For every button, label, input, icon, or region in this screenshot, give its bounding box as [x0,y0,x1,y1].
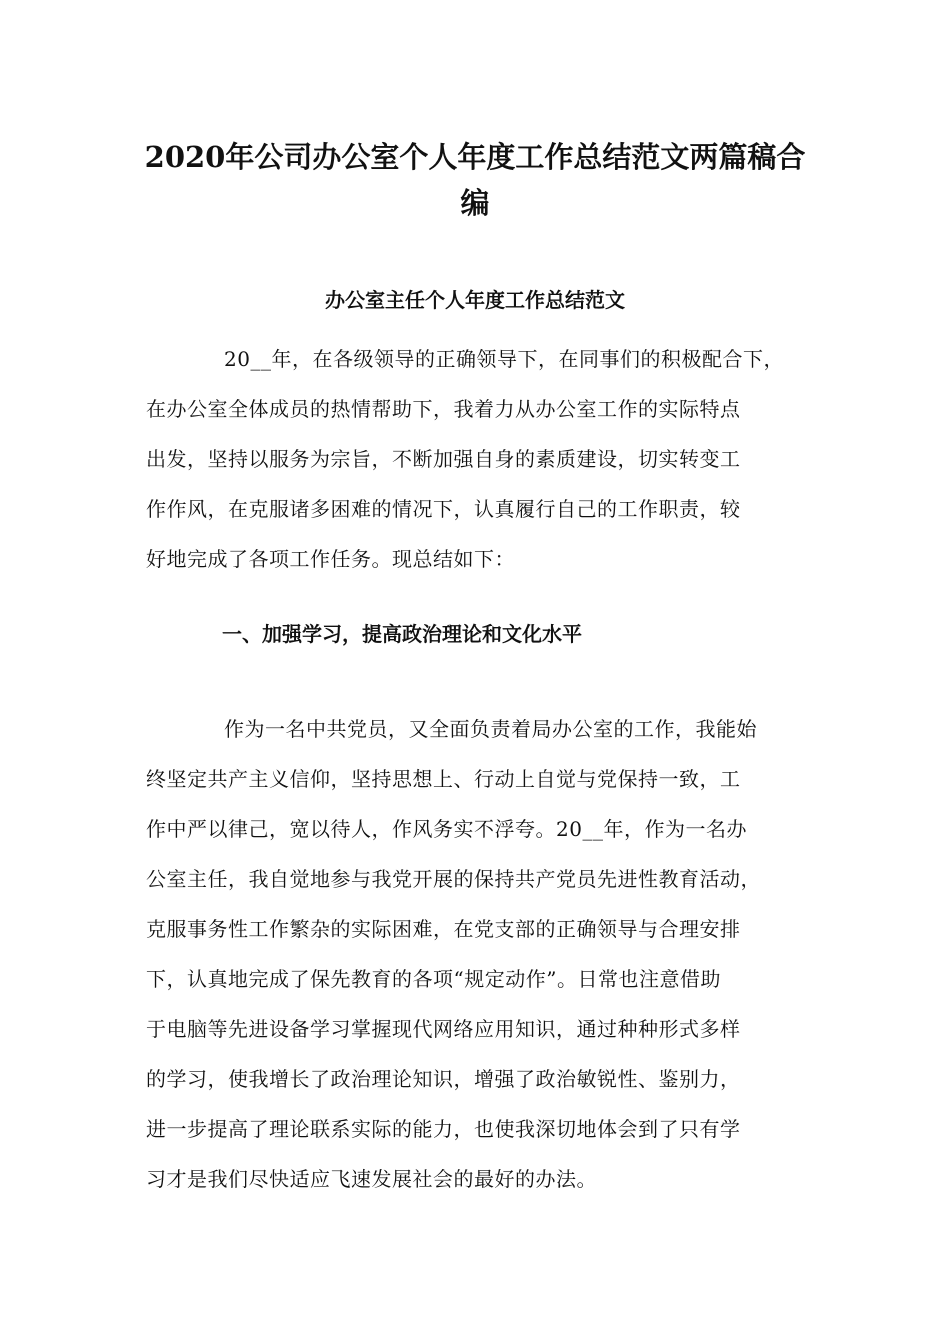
document-title-line-2: 编 [460,186,490,220]
intro-line: 20__年，在各级领导的正确领导下，在同事们的积极配合下， [224,347,784,371]
section-line: 作中严以律己，宽以待人，作风务实不浮夸。20__年，作为一名办 [146,817,747,841]
document-title-line-1: 2020年公司办公室个人年度工作总结范文两篇稿合 [144,140,806,174]
section-paragraph [146,704,818,1204]
intro-line: 作作风，在克服诸多困难的情况下，认真履行自己的工作职责，较 [146,497,741,521]
section-line: 终坚定共产主义信仰，坚持思想上、行动上自觉与党保持一致，工 [146,767,741,791]
intro-line: 在办公室全体成员的热情帮助下，我着力从办公室工作的实际特点 [146,397,741,421]
section-line: 下，认真地完成了保先教育的各项“规定动作”。日常也注意借助 [146,967,721,991]
section-line: 进一步提高了理论联系实际的能力，也使我深切地体会到了只有学 [146,1117,741,1141]
intro-line: 出发，坚持以服务为宗旨，不断加强自身的素质建设，切实转变工 [146,447,741,471]
section-line: 的学习，使我增长了政治理论知识，增强了政治敏锐性、鉴别力， [146,1067,741,1091]
document-subtitle: 办公室主任个人年度工作总结范文 [325,288,625,312]
section-heading: 一、加强学习，提高政治理论和文化水平 [222,622,582,646]
intro-paragraph [146,334,818,584]
section-line: 于电脑等先进设备学习掌握现代网络应用知识，通过种种形式多样 [146,1017,741,1041]
section-line: 公室主任，我自觉地参与我党开展的保持共产党员先进性教育活动， [146,867,761,891]
section-line: 克服事务性工作繁杂的实际困难，在党支部的正确领导与合理安排 [146,917,741,941]
intro-line: 好地完成了各项工作任务。现总结如下： [146,547,515,571]
section-line: 习才是我们尽快适应飞速发展社会的最好的办法。 [146,1167,597,1191]
section-line: 作为一名中共党员，又全面负责着局办公室的工作，我能始 [224,717,757,741]
